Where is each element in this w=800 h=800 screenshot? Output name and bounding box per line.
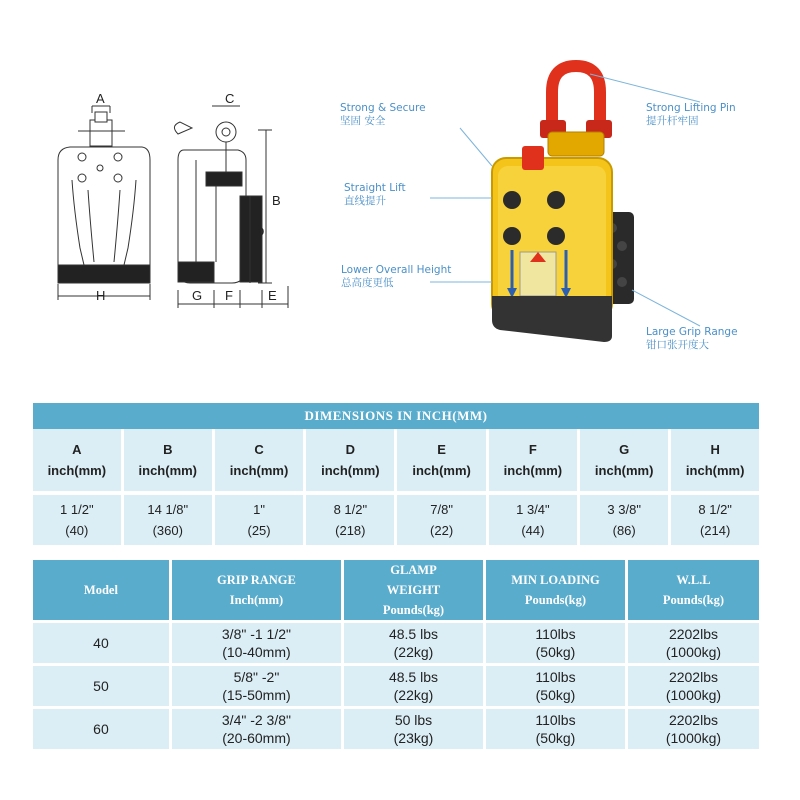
dim-inch-value: 8 1/2" (333, 502, 368, 517)
dim-label-c: C (225, 91, 235, 106)
specifications-table (33, 560, 759, 749)
dim-letter: D (345, 442, 356, 457)
model-cell (33, 708, 170, 750)
dim-mm-value: (44) (521, 523, 545, 538)
spec-header-line: Pounds(kg) (662, 593, 725, 607)
dim-letter: F (528, 442, 537, 457)
spec-header-cell (343, 560, 485, 622)
spec-header-line: Model (83, 583, 118, 597)
wll-cell-line: (1000kg) (665, 644, 722, 660)
callout-straight-lift: Straight Lift 直线提升 (344, 182, 406, 207)
dim-label-e: E (268, 288, 277, 303)
dim-value-cell (670, 495, 759, 545)
dim-letter: C (254, 442, 264, 457)
min-loading-cell-line: 110lbs (535, 626, 576, 642)
dim-value-cell (305, 495, 396, 545)
spec-row (33, 708, 759, 750)
dim-header-cell (305, 429, 396, 491)
dim-header-cell (396, 429, 487, 491)
dim-unit: inch(mm) (412, 463, 471, 478)
wll-cell-line: 2202lbs (668, 669, 718, 685)
dim-inch-value: 1 3/4" (516, 502, 550, 517)
grip-range-cell-line: (15-50mm) (222, 687, 291, 703)
dim-letter: A (72, 442, 82, 457)
dim-mm-value: (22) (430, 523, 454, 538)
wll-cell-line: 2202lbs (668, 712, 718, 728)
spec-header-line: WEIGHT (386, 583, 441, 597)
weight-cell-line: (22kg) (393, 644, 434, 660)
spec-row (33, 622, 759, 665)
model-cell-line: 60 (93, 721, 109, 737)
min-loading-cell (484, 665, 626, 708)
grip-range-cell-line: (10-40mm) (222, 644, 291, 660)
clamp-product-photo (492, 66, 634, 342)
wll-cell (626, 708, 759, 750)
dim-letter: H (710, 442, 720, 457)
dim-header-cell (213, 429, 304, 491)
dim-inch-value: 8 1/2" (698, 502, 732, 517)
dim-value-cell (396, 495, 487, 545)
dim-mm-value: (360) (152, 523, 183, 538)
wll-cell-line: (1000kg) (665, 687, 722, 703)
weight-cell-line: 48.5 lbs (388, 669, 439, 685)
dim-header-cell (487, 429, 578, 491)
dimensions-table-title: DIMENSIONS IN INCH(MM) (33, 403, 759, 429)
product-illustration (0, 0, 800, 370)
dim-unit: inch(mm) (503, 463, 563, 478)
dim-label-a: A (96, 91, 105, 106)
dim-unit: inch(mm) (594, 463, 654, 478)
dim-label-b: B (272, 193, 281, 208)
dim-unit: inch(mm) (229, 463, 289, 478)
min-loading-cell-line: 110lbs (535, 669, 576, 685)
dim-letter: B (163, 442, 173, 457)
spec-row (33, 665, 759, 708)
dim-value-cell (33, 495, 122, 545)
weight-cell-line: (22kg) (393, 687, 434, 703)
callout-lower-height: Lower Overall Height 总高度更低 (341, 264, 452, 289)
front-view-drawing (58, 106, 150, 300)
grip-range-cell (170, 665, 342, 708)
dim-unit: inch(mm) (138, 463, 198, 478)
wll-cell-line: (1000kg) (665, 730, 722, 746)
weight-cell-line: 48.5 lbs (388, 626, 439, 642)
model-cell (33, 665, 170, 708)
dim-mm-value: (218) (335, 523, 366, 538)
grip-range-cell-line: 3/8" -1 1/2" (221, 626, 291, 642)
dim-mm-value: (25) (247, 523, 271, 538)
dim-letter: E (437, 442, 446, 457)
spec-header-cell (484, 560, 626, 622)
grip-range-cell (170, 622, 342, 665)
min-loading-cell-line: 110lbs (535, 712, 576, 728)
dim-header-cell (670, 429, 759, 491)
callout-strong-secure: Strong & Secure 坚固 安全 (340, 102, 426, 127)
weight-cell-line: (23kg) (393, 730, 434, 746)
dim-header-cell (33, 429, 122, 491)
callout-lifting-pin: Strong Lifting Pin 提升杆牢固 (646, 102, 736, 127)
min-loading-cell-line: (50kg) (535, 730, 576, 746)
grip-range-cell-line: 3/4" -2 3/8" (221, 712, 291, 728)
grip-range-cell (170, 708, 342, 750)
dim-label-d: D (255, 224, 265, 239)
dim-unit: inch(mm) (685, 463, 745, 478)
dim-inch-value: 7/8" (430, 502, 453, 517)
wll-cell (626, 665, 759, 708)
side-view-drawing (174, 106, 288, 308)
model-cell-line: 40 (93, 635, 109, 651)
spec-header-line: W.L.L (676, 573, 711, 587)
spec-header-line: GRIP RANGE (217, 573, 296, 587)
dim-unit: inch(mm) (47, 463, 107, 478)
model-cell-line: 50 (93, 678, 109, 694)
spec-header-cell (626, 560, 759, 622)
weight-cell (343, 708, 485, 750)
dim-inch-value: 1" (253, 502, 265, 517)
dim-unit: inch(mm) (321, 463, 380, 478)
callout-grip-range: Large Grip Range 钳口张开度大 (646, 326, 738, 351)
wll-cell (626, 622, 759, 665)
spec-header-line: MIN LOADING (511, 573, 600, 587)
dim-header-cell (122, 429, 213, 491)
dim-mm-value: (86) (612, 523, 636, 538)
weight-cell (343, 622, 485, 665)
min-loading-cell (484, 622, 626, 665)
min-loading-cell-line: (50kg) (535, 644, 576, 660)
dim-mm-value: (214) (699, 523, 731, 538)
dim-inch-value: 14 1/8" (147, 502, 189, 517)
weight-cell-line: 50 lbs (394, 712, 433, 728)
wll-cell-line: 2202lbs (668, 626, 718, 642)
dim-value-cell (579, 495, 670, 545)
dim-header-cell (579, 429, 670, 491)
min-loading-cell (484, 708, 626, 750)
dim-label-h: H (96, 288, 106, 303)
spec-header-line: Pounds(kg) (382, 603, 445, 617)
dim-mm-value: (40) (65, 523, 89, 538)
dim-value-cell (213, 495, 304, 545)
grip-range-cell-line: (20-60mm) (222, 730, 291, 746)
weight-cell (343, 665, 485, 708)
model-cell (33, 622, 170, 665)
grip-range-cell-line: 5/8" -2" (233, 669, 280, 685)
dimensions-table (33, 403, 759, 545)
dim-inch-value: 1 1/2" (60, 502, 94, 517)
dim-label-g: G (192, 288, 203, 303)
spec-header-cell (170, 560, 342, 622)
dim-letter: G (619, 442, 630, 457)
dim-value-cell (487, 495, 578, 545)
dim-label-f: F (225, 288, 233, 303)
spec-header-line: GLAMP (390, 563, 437, 577)
spec-header-cell (33, 560, 170, 622)
spec-header-line: Inch(mm) (229, 593, 284, 607)
dim-value-cell (122, 495, 213, 545)
spec-header-line: Pounds(kg) (524, 593, 587, 607)
dim-inch-value: 3 3/8" (607, 502, 641, 517)
min-loading-cell-line: (50kg) (535, 687, 576, 703)
